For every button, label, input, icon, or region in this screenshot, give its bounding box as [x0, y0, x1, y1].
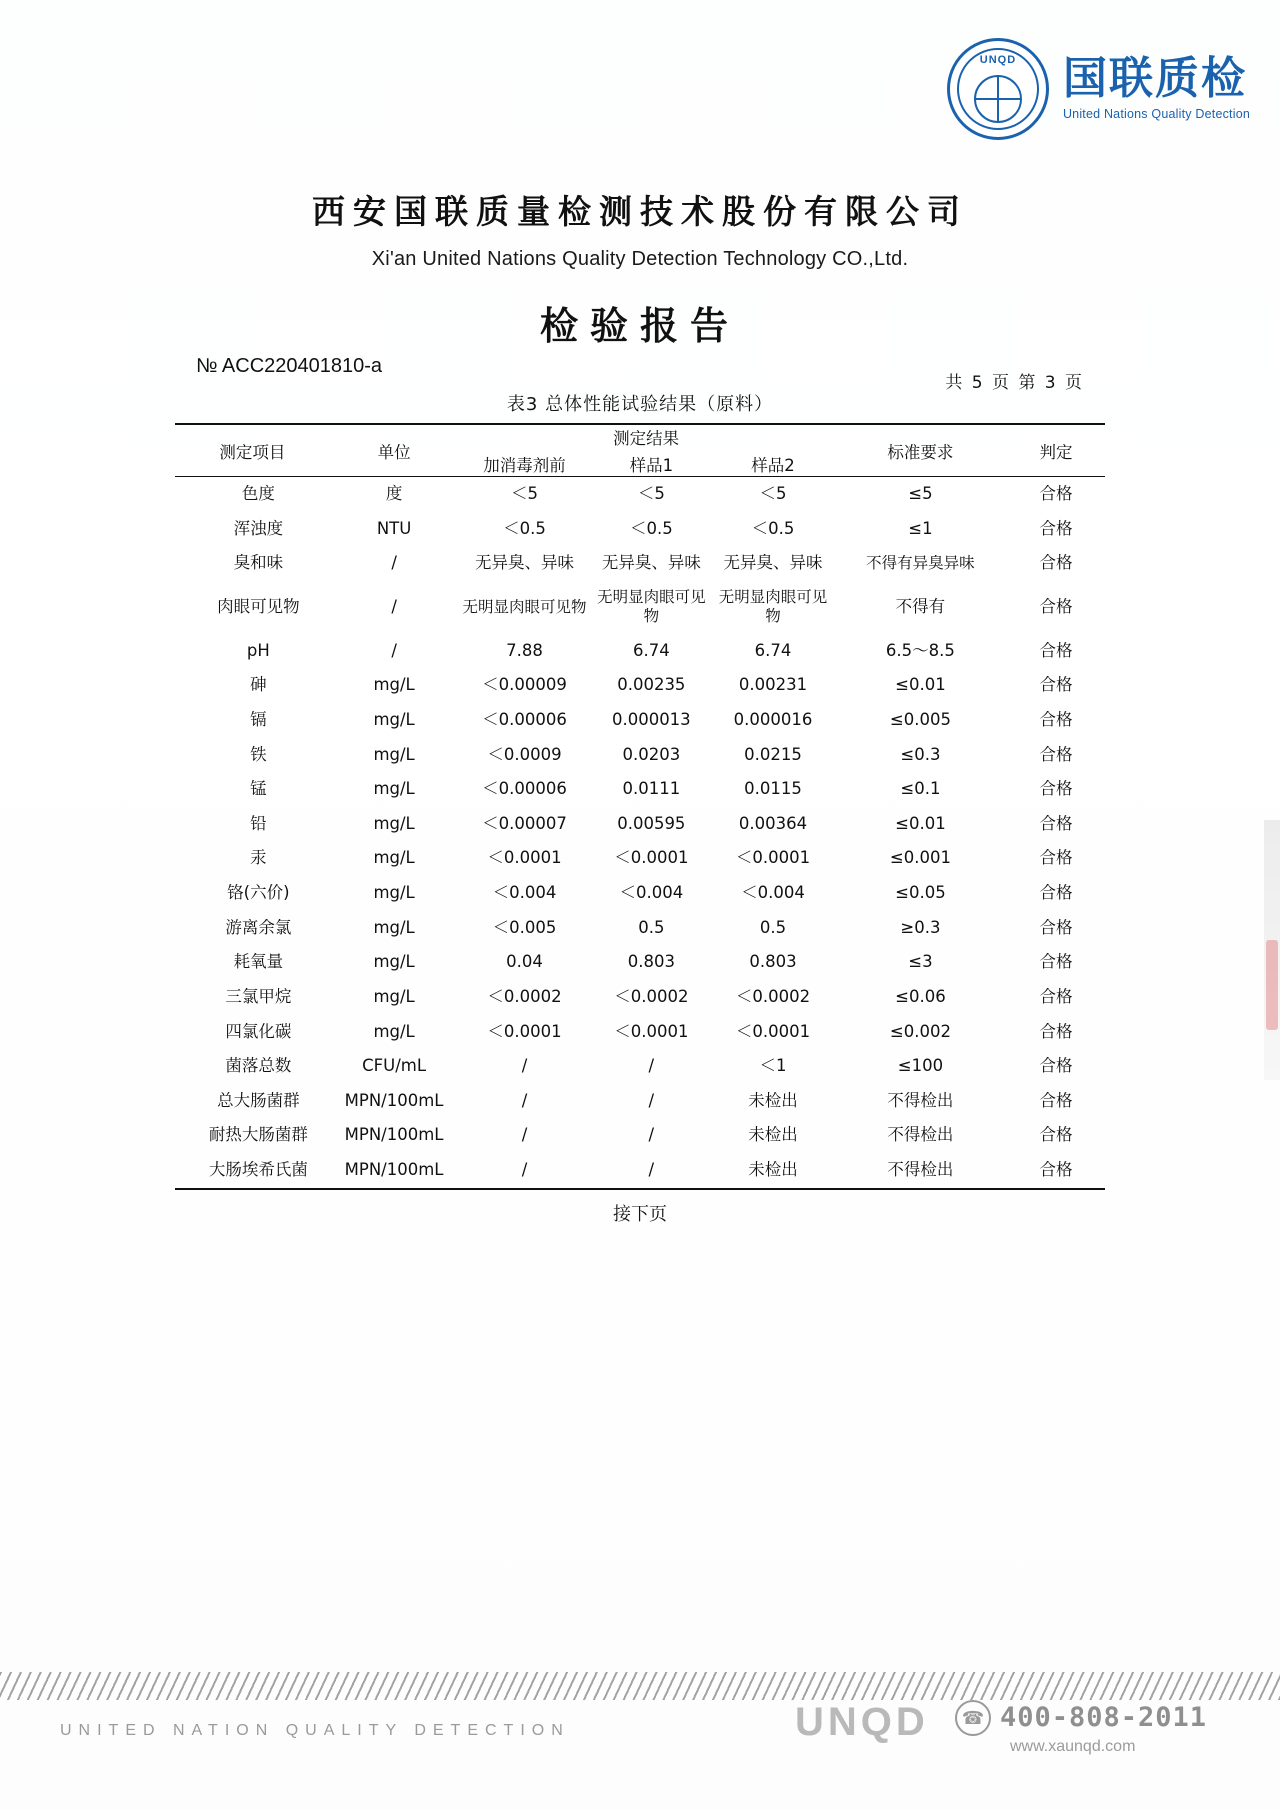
- company-logo: [947, 38, 1250, 140]
- cell-sample1: 0.803: [627, 952, 675, 972]
- cell-unit: MPN/100mL: [344, 1125, 444, 1145]
- cell-sample2: 未检出: [748, 1160, 798, 1179]
- cell-standard: ≤0.3: [900, 744, 941, 764]
- cell-verdict: 合格: [1039, 596, 1073, 616]
- table-row: [175, 911, 1105, 946]
- cell-item: pH: [246, 640, 270, 660]
- cell-sample1: 0.000013: [611, 709, 691, 729]
- cell-before: ＜0.00006: [482, 709, 567, 729]
- logo-text-block: [1062, 53, 1250, 121]
- cell-item: 锰: [250, 779, 267, 799]
- cell-sample1: 0.0203: [622, 744, 681, 764]
- table-row: [175, 841, 1105, 876]
- table-row: [175, 1084, 1105, 1119]
- cell-sample2: ＜0.0001: [735, 1021, 811, 1041]
- table-row: [175, 738, 1105, 773]
- cell-sample1: /: [648, 1125, 655, 1145]
- footer-brand: UNQD: [795, 1700, 929, 1744]
- table-row: [175, 634, 1105, 669]
- cell-sample2: 0.000016: [733, 709, 813, 729]
- table-body: [175, 477, 1105, 1189]
- cell-unit: /: [391, 640, 397, 660]
- results-table-wrapper: [175, 423, 1105, 1226]
- unqd-seal-icon: [947, 38, 1049, 140]
- cell-sample1: ＜0.004: [619, 883, 684, 902]
- cell-sample1: ＜0.0001: [614, 848, 689, 868]
- cell-item: 砷: [250, 675, 267, 695]
- cell-verdict: 合格: [1039, 917, 1073, 937]
- cell-unit: mg/L: [373, 675, 415, 695]
- cell-sample2: ＜1: [759, 1056, 787, 1076]
- cell-standard: ≤5: [908, 484, 933, 503]
- table-row: [175, 512, 1105, 547]
- cell-verdict: 合格: [1039, 1021, 1073, 1041]
- globe-icon: [974, 75, 1022, 123]
- cell-verdict: 合格: [1039, 709, 1073, 729]
- cell-sample1: ＜0.0001: [614, 1021, 689, 1041]
- cell-verdict: 合格: [1039, 1125, 1073, 1145]
- cell-sample1: /: [648, 1160, 655, 1179]
- cell-sample2: ＜0.5: [751, 518, 795, 538]
- cell-item: 铅: [250, 813, 267, 833]
- cell-sample1: 无异臭、异味: [601, 553, 701, 573]
- cell-before: ＜0.0001: [487, 848, 562, 868]
- footer-phone: 400-808-2011: [1000, 1702, 1208, 1733]
- cell-before: ＜0.00009: [482, 675, 567, 695]
- cell-standard: ≤0.01: [895, 813, 946, 833]
- cell-standard: ≤0.06: [895, 986, 946, 1006]
- cell-standard: ≤0.1: [900, 779, 941, 799]
- table-header-row-top: [175, 424, 1105, 452]
- cell-item: 总大肠菌群: [217, 1090, 300, 1110]
- logo-brand-en: United Nations Quality Detection: [1062, 107, 1250, 121]
- cell-before: ＜0.005: [492, 917, 557, 937]
- table-row: [175, 546, 1105, 581]
- cell-verdict: 合格: [1039, 518, 1073, 538]
- cell-sample2: 0.5: [759, 917, 787, 937]
- cell-item: 肉眼可见物: [217, 596, 300, 616]
- cell-sample2: ＜0.004: [741, 883, 805, 902]
- table-row: [175, 807, 1105, 842]
- cell-verdict: 合格: [1039, 1056, 1073, 1076]
- cell-item: 铁: [250, 744, 267, 764]
- table-caption: 表3 总体性能试验结果（原料）: [506, 394, 774, 415]
- table-row: [175, 581, 1105, 634]
- cell-unit: 度: [385, 484, 403, 503]
- cell-unit: mg/L: [373, 744, 415, 764]
- th-unit: 单位: [377, 442, 411, 462]
- cell-verdict: 合格: [1039, 675, 1073, 695]
- cell-item: 汞: [250, 848, 267, 868]
- cell-standard: 6.5～8.5: [885, 640, 955, 660]
- footer-hatch-band: [0, 1672, 1280, 1700]
- phone-icon: [955, 1700, 991, 1736]
- cell-item: 色度: [241, 484, 275, 503]
- table-row: [175, 477, 1105, 512]
- cell-item: 铬(六价): [227, 883, 290, 902]
- cell-sample1: /: [648, 1090, 655, 1110]
- cell-before: /: [521, 1056, 528, 1076]
- cell-unit: NTU: [376, 518, 412, 538]
- cell-item: 臭和味: [233, 553, 284, 573]
- cell-standard: ≥0.3: [900, 917, 941, 937]
- cell-standard: 不得检出: [887, 1160, 954, 1179]
- cell-sample2: 0.0115: [744, 779, 802, 799]
- cell-standard: ≤0.05: [895, 883, 946, 902]
- cell-unit: MPN/100mL: [344, 1090, 444, 1110]
- cell-sample2: 未检出: [748, 1090, 798, 1110]
- cell-sample2: 0.00364: [738, 813, 808, 833]
- cell-sample1: 0.0111: [622, 779, 681, 799]
- cell-sample2: ＜0.0001: [735, 848, 811, 868]
- cell-verdict: 合格: [1039, 553, 1073, 573]
- cell-standard: 不得检出: [887, 1090, 954, 1110]
- table-row: [175, 1049, 1105, 1084]
- cell-unit: mg/L: [373, 917, 415, 937]
- cell-sample1: 6.74: [632, 640, 670, 660]
- cell-verdict: 合格: [1039, 986, 1073, 1006]
- cell-verdict: 合格: [1039, 640, 1073, 660]
- report-number: № ACC220401810-a: [196, 355, 383, 377]
- cell-item: 耐热大肠菌群: [208, 1125, 308, 1145]
- th-result-group: 测定结果: [613, 429, 680, 448]
- cell-sample2: ＜0.0002: [735, 986, 811, 1006]
- cell-before: /: [521, 1160, 528, 1179]
- page-edge-marker: [1266, 940, 1278, 1030]
- cell-unit: mg/L: [373, 883, 415, 902]
- cell-unit: mg/L: [373, 1021, 415, 1041]
- table-row: [175, 668, 1105, 703]
- table-row: [175, 1153, 1105, 1189]
- cell-sample2: 未检出: [748, 1125, 798, 1145]
- th-item: 测定项目: [219, 442, 286, 462]
- cell-sample2: 无异臭、异味: [723, 553, 823, 573]
- cell-sample2: 无明显肉眼可见物: [718, 587, 828, 626]
- cell-sample2: 0.00231: [738, 675, 808, 695]
- cell-unit: mg/L: [373, 986, 415, 1006]
- cell-item: 浑浊度: [233, 518, 284, 538]
- table-row: [175, 945, 1105, 980]
- cell-item: 游离余氯: [225, 917, 292, 937]
- cell-verdict: 合格: [1039, 1090, 1073, 1110]
- page-count: 共 5 页 第 3 页: [945, 373, 1084, 393]
- cell-verdict: 合格: [1039, 744, 1073, 764]
- th-result-before: 加消毒剂前: [483, 456, 566, 475]
- cell-sample2: 0.0215: [744, 744, 802, 764]
- page-title: 检验报告: [539, 304, 740, 348]
- cell-before: ＜0.00006: [482, 779, 567, 799]
- cell-before: 无明显肉眼可见物: [462, 597, 587, 616]
- th-result-sample2: 样品2: [751, 456, 795, 475]
- cell-unit: /: [391, 596, 397, 616]
- cell-unit: MPN/100mL: [344, 1160, 444, 1179]
- cell-verdict: 合格: [1039, 779, 1073, 799]
- cell-before: 0.04: [506, 952, 543, 972]
- cell-standard: ≤100: [897, 1056, 944, 1076]
- cell-standard: 不得有异臭异味: [866, 553, 975, 572]
- table-row: [175, 1015, 1105, 1050]
- cell-before: ＜0.0001: [487, 1021, 562, 1041]
- table-row: [175, 772, 1105, 807]
- th-result-sample1: 样品1: [629, 456, 674, 475]
- cell-sample2: ＜5: [759, 484, 787, 503]
- table-row: [175, 980, 1105, 1015]
- cell-item: 四氯化碳: [225, 1021, 292, 1041]
- cell-verdict: 合格: [1039, 1160, 1073, 1179]
- cell-before: 无异臭、异味: [475, 553, 575, 573]
- cell-before: ＜0.00007: [482, 813, 567, 833]
- cell-item: 耗氧量: [233, 952, 284, 972]
- cell-standard: ≤0.002: [889, 1021, 951, 1041]
- cell-unit: /: [391, 553, 397, 573]
- cell-before: ＜0.004: [492, 883, 557, 902]
- cell-sample1: 0.5: [638, 917, 665, 937]
- cell-sample1: /: [648, 1056, 655, 1076]
- cell-sample1: ＜5: [637, 484, 665, 503]
- cell-verdict: 合格: [1039, 848, 1073, 868]
- logo-brand-cn: 国联质检: [1062, 53, 1247, 104]
- continued-note: 接下页: [613, 1203, 667, 1225]
- cell-unit: mg/L: [373, 848, 415, 868]
- cell-before: ＜0.0002: [487, 986, 562, 1006]
- cell-unit: mg/L: [373, 779, 415, 799]
- th-standard: 标准要求: [887, 442, 954, 462]
- cell-item: 菌落总数: [225, 1056, 292, 1076]
- table-row: [175, 876, 1105, 911]
- cell-standard: 不得有: [895, 596, 946, 616]
- cell-before: 7.88: [506, 640, 543, 660]
- company-name-en: Xi'an United Nations Quality Detection Technology CO.,Ltd.: [371, 248, 909, 270]
- cell-before: ＜5: [511, 484, 539, 503]
- cell-sample1: 0.00595: [617, 813, 686, 833]
- cell-standard: ≤0.001: [889, 848, 951, 868]
- cell-item: 三氯甲烷: [225, 986, 292, 1006]
- results-table: [175, 423, 1105, 1190]
- cell-sample1: 0.00235: [617, 675, 686, 695]
- cell-sample1: ＜0.5: [629, 518, 673, 538]
- table-head: [175, 424, 1105, 477]
- table-row: [175, 703, 1105, 738]
- cell-sample2: 6.74: [754, 640, 792, 660]
- cell-sample2: 0.803: [749, 952, 797, 972]
- cell-verdict: 合格: [1039, 952, 1073, 972]
- cell-before: ＜0.0009: [487, 744, 562, 764]
- company-name-cn: 西安国联质量检测技术股份有限公司: [312, 192, 968, 231]
- cell-before: ＜0.5: [503, 518, 546, 538]
- footer-tagline: UNITED NATION QUALITY DETECTION: [60, 1722, 570, 1739]
- cell-item: 镉: [250, 709, 267, 729]
- seal-text: UNQD: [979, 54, 1017, 66]
- table-row: [175, 1118, 1105, 1153]
- cell-standard: ≤0.01: [895, 675, 946, 695]
- cell-sample1: ＜0.0002: [614, 986, 689, 1006]
- cell-verdict: 合格: [1039, 813, 1073, 833]
- cell-verdict: 合格: [1039, 484, 1073, 503]
- cell-unit: CFU/mL: [362, 1056, 427, 1076]
- th-verdict: 判定: [1039, 442, 1073, 462]
- cell-item: 大肠埃希氏菌: [208, 1160, 308, 1179]
- cell-unit: mg/L: [373, 952, 415, 972]
- cell-verdict: 合格: [1039, 883, 1073, 902]
- cell-unit: mg/L: [373, 813, 415, 833]
- cell-before: /: [521, 1090, 528, 1110]
- cell-standard: 不得检出: [887, 1125, 954, 1145]
- footer-website: www.xaunqd.com: [1010, 1738, 1136, 1755]
- cell-before: /: [521, 1125, 528, 1145]
- cell-standard: ≤3: [908, 952, 933, 972]
- cell-standard: ≤1: [908, 518, 933, 538]
- cell-unit: mg/L: [373, 709, 415, 729]
- cell-sample1: 无明显肉眼可见物: [597, 587, 706, 626]
- cell-standard: ≤0.005: [889, 709, 951, 729]
